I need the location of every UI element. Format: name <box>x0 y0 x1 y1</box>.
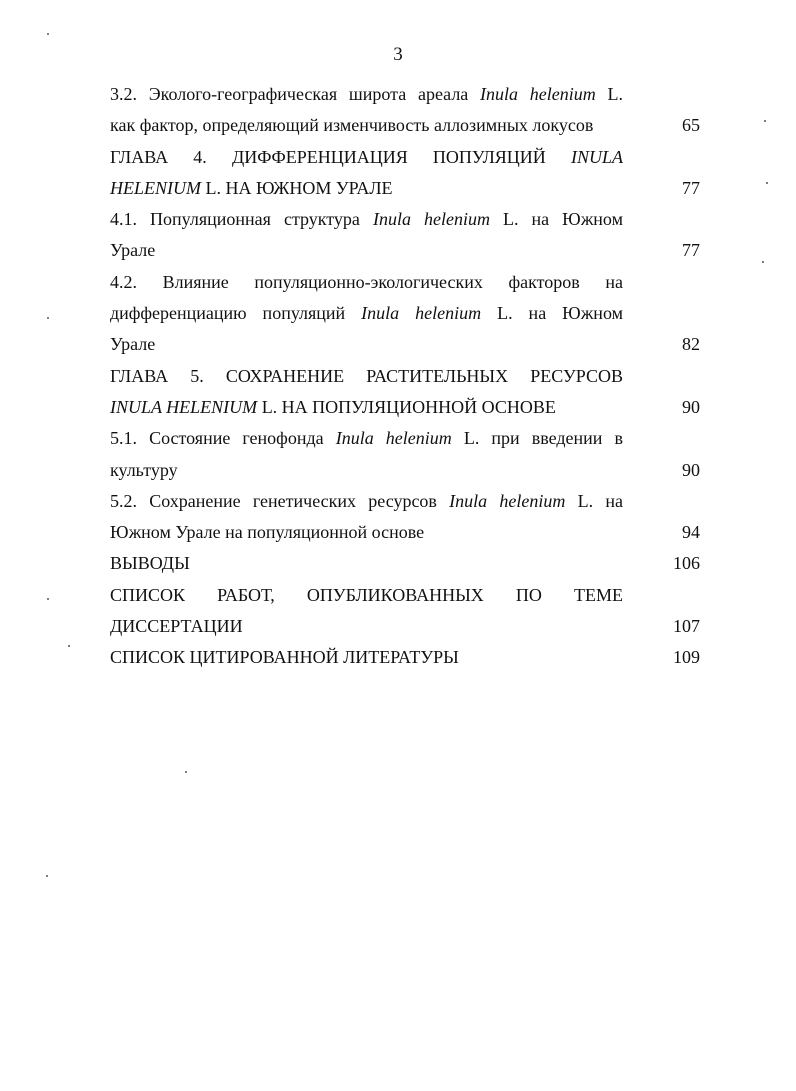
scan-speck <box>185 771 187 773</box>
toc-segment: дифференциацию популяций <box>110 303 362 324</box>
page-number: 3 <box>393 44 403 65</box>
toc-italic-segment: INULA HELENIUM <box>110 396 258 417</box>
toc-italic-segment: Inula helenium <box>449 490 566 511</box>
toc-line <box>110 548 720 579</box>
toc-segment: Южном Урале на популяционной основе <box>110 522 425 543</box>
toc-line <box>110 110 720 141</box>
toc-line <box>110 517 720 548</box>
table-of-contents <box>110 79 720 674</box>
toc-line-text <box>110 173 623 204</box>
toc-line <box>110 329 720 360</box>
toc-line-text <box>110 486 623 517</box>
toc-line-text <box>110 611 623 642</box>
toc-page-number: 94 <box>682 522 700 543</box>
toc-line-text <box>110 580 623 611</box>
toc-segment: культуру <box>110 459 178 480</box>
toc-line <box>110 79 720 110</box>
toc-segment: Урале <box>110 240 156 261</box>
toc-segment: 5.1. Состояние генофонда <box>110 428 336 449</box>
toc-line-text <box>110 361 623 392</box>
toc-line <box>110 267 720 298</box>
toc-line <box>110 204 720 235</box>
toc-segment: L. на Южном <box>489 209 623 230</box>
toc-line <box>110 392 720 423</box>
toc-segment: СПИСОК ЦИТИРОВАННОЙ ЛИТЕРАТУРЫ <box>110 647 459 668</box>
toc-line-text <box>110 329 623 360</box>
toc-line-text <box>110 267 623 298</box>
toc-page-number: 90 <box>682 396 700 417</box>
toc-line <box>110 423 720 454</box>
toc-italic-segment: Inula helenium <box>372 209 490 230</box>
toc-line-text <box>110 423 623 454</box>
toc-segment: СПИСОК РАБОТ, ОПУБЛИКОВАННЫХ ПО ТЕМЕ <box>110 584 623 605</box>
toc-line-text <box>110 235 623 266</box>
toc-line-text <box>110 110 623 141</box>
toc-line-text <box>110 204 623 235</box>
scan-speck <box>762 261 764 263</box>
toc-line-text <box>110 548 623 579</box>
toc-segment: ВЫВОДЫ <box>110 553 190 574</box>
toc-italic-segment: HELENIUM <box>110 177 201 198</box>
toc-page-number: 77 <box>682 240 700 261</box>
toc-line <box>110 642 720 673</box>
toc-line <box>110 361 720 392</box>
toc-segment: L. НА ПОПУЛЯЦИОННОЙ ОСНОВЕ <box>257 396 556 417</box>
toc-line-text <box>110 517 623 548</box>
toc-page-number: 107 <box>673 616 700 637</box>
toc-italic-segment: INULA <box>570 146 623 167</box>
toc-segment: 5.2. Сохранение генетических ресурсов <box>110 490 450 511</box>
toc-italic-segment: Inula helenium <box>361 303 482 324</box>
toc-line-text <box>110 79 623 110</box>
toc-page-number: 65 <box>682 115 700 136</box>
scan-speck <box>47 317 49 319</box>
scan-speck <box>47 33 49 35</box>
scan-speck <box>46 875 48 877</box>
toc-line <box>110 142 720 173</box>
toc-segment: Урале <box>110 334 156 355</box>
toc-segment: L. при введении в <box>451 428 623 449</box>
toc-italic-segment: Inula helenium <box>335 428 452 449</box>
toc-segment: ГЛАВА 5. СОХРАНЕНИЕ РАСТИТЕЛЬНЫХ РЕСУРСОВ <box>110 365 623 386</box>
scan-speck <box>766 182 768 184</box>
toc-segment: 3.2. Эколого-географическая широта ареала <box>110 84 481 104</box>
toc-line-text <box>110 142 623 173</box>
toc-line <box>110 580 720 611</box>
scan-speck <box>764 120 766 122</box>
toc-segment: 4.2. Влияние популяционно-экологических факторов на <box>110 271 623 292</box>
toc-line-text <box>110 298 623 329</box>
toc-segment: L. на Южном <box>481 303 623 324</box>
toc-line <box>110 173 720 204</box>
toc-line-text <box>110 642 623 673</box>
toc-segment: 4.1. Популяционная структура <box>110 209 373 230</box>
toc-page-number: 77 <box>682 177 700 198</box>
scan-speck <box>47 598 49 600</box>
toc-segment: как фактор, определяющий изменчивость аллозимных локусов <box>110 115 594 136</box>
toc-segment: ДИССЕРТАЦИИ <box>110 616 243 637</box>
toc-line <box>110 486 720 517</box>
toc-segment: ГЛАВА 4. ДИФФЕРЕНЦИАЦИЯ ПОПУЛЯЦИЙ <box>110 146 571 167</box>
toc-line <box>110 235 720 266</box>
toc-line <box>110 455 720 486</box>
toc-line <box>110 298 720 329</box>
toc-page-number: 82 <box>682 334 700 355</box>
toc-segment: L. НА ЮЖНОМ УРАЛЕ <box>201 177 393 198</box>
toc-segment: L. <box>595 84 623 104</box>
toc-page-number: 90 <box>682 459 700 480</box>
toc-line-text <box>110 392 623 423</box>
scan-speck <box>68 645 70 647</box>
toc-italic-segment: Inula helenium <box>480 84 596 104</box>
toc-segment: L. на <box>565 490 623 511</box>
toc-page-number: 106 <box>673 553 700 574</box>
toc-line-text <box>110 455 623 486</box>
toc-page-number: 109 <box>673 647 700 668</box>
toc-line <box>110 611 720 642</box>
